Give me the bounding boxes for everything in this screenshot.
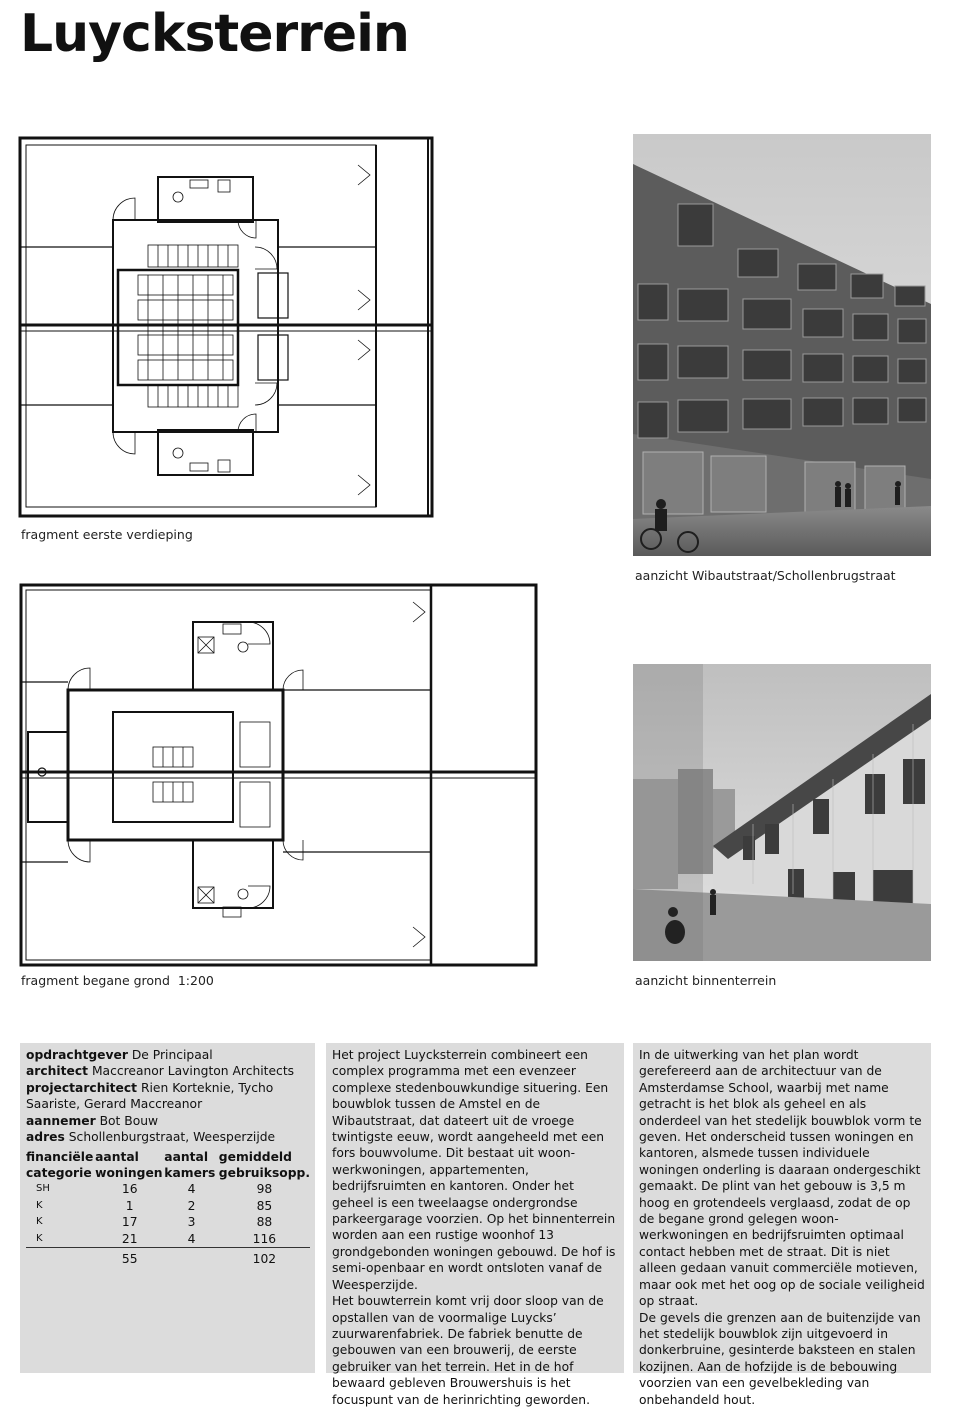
- credit-projectarchitect: projectarchitect Rien Korteknie, Tycho Saariste, Gerard Maccreanor: [26, 1080, 274, 1112]
- description-panel-middle: [326, 1043, 624, 1407]
- caption-first-floor: fragment eerste verdieping: [21, 527, 193, 542]
- photo-street-facade: [633, 134, 931, 556]
- photo-courtyard: [633, 664, 931, 961]
- floor-plan-first-floor: [18, 135, 438, 520]
- description-panel-right: [633, 1043, 931, 1407]
- project-info-panel: [20, 1043, 315, 1373]
- paragraph: Het project Luycksterrein combineert een complex programma met een evenzeer complexe stedenbouwkundige situering. Een bouwblok tussen de Amstel en de Wibautstraat, dat dateert uit de vroege twintigste eeuw, wordt aangeheeld met een fors bouwvolume. Dit bestaat uit woon-werkwoningen, appartementen, bedrijfsruimten en kantoren. Onder het geheel is een tweelaagse ondergrondse parkeergarage voorzien. Op het binnenterrein worden aan een rustige woonhof 13 grondgebonden woningen gebouwd. De hof is semi-openbaar en wordt ontsloten vanaf de Weesperzijde.: [332, 1048, 616, 1292]
- paragraph: In de uitwerking van het plan wordt gerefereerd aan de architectuur van de Amsterdamse School, waarbij met name getracht is het blok als geheel en als onderdeel van het stedelijk bouwblok vorm te geven. Het onderscheid tussen woningen en kantoren, alsmede tussen individuele woningen onderling is daaraan ondergeschikt gemaakt. De plint van het gebouw is 3,5 m hoog en grotendeels verglaasd, zodat de op de begane grond gelegen woon-werkwoningen en bedrijfsruimten optimaal contact hebben met de straat. Dit is niet alleen gedaan vanuit commerciële motieven, maar ook met het oog op de sociale veiligheid op straat.: [639, 1048, 925, 1309]
- credit-aannemer: aannemer Bot Bouw: [26, 1113, 159, 1128]
- table-total-row: 55 102: [26, 1248, 310, 1268]
- housing-stats-table: [26, 1149, 310, 1268]
- table-row: K 17 3 88: [36, 1215, 273, 1230]
- header-woningen: aantal woningen: [95, 1150, 163, 1181]
- credit-architect: architect Maccreanor Lavington Architects: [26, 1064, 295, 1079]
- table-row: SH 16 4 98: [36, 1182, 273, 1197]
- credit-opdrachtgever: opdrachtgever De Principaal: [26, 1048, 213, 1062]
- paragraph: De gevels die grenzen aan de buitenzijde van het stedelijk bouwblok zijn uitgevoerd in donkerbruine, gesinterde baksteen en stalen kozijnen. Aan de hofzijde is de bebouwing voorzien van een gevelbekleding van onbehandeld hout.: [639, 1310, 921, 1407]
- credit-adres: adres Schollenburgstraat, Weesperzijde: [26, 1130, 276, 1145]
- caption-street-facade: aanzicht Wibautstraat/Schollenbrugstraat: [635, 568, 896, 583]
- table-header-row: [26, 1149, 310, 1181]
- floor-plan-ground-floor: [18, 582, 543, 970]
- table-row: K 1 2 85: [36, 1198, 273, 1213]
- table-row: K 21 4 116: [36, 1231, 277, 1246]
- page-title: Luycksterrein: [20, 4, 409, 64]
- header-categorie: financiële categorie: [26, 1150, 94, 1181]
- paragraph: Het bouwterrein komt vrij door sloop van de opstallen van de voormalige Luycks’ zuurwarenfabriek. De fabriek benutte de gebouwen van een brouwerij, de eerste gebruiker van het terrein. Het in de hof bewaard gebleven Brouwershuis is het focuspunt van de herinrichting geworden.: [332, 1294, 604, 1407]
- caption-courtyard: aanzicht binnenterrein: [635, 973, 777, 988]
- header-opp: gemiddeld gebruiksopp.: [218, 1150, 310, 1181]
- header-kamers: aantal kamers: [164, 1150, 216, 1181]
- caption-ground-floor: fragment begane grond 1:200: [21, 973, 214, 988]
